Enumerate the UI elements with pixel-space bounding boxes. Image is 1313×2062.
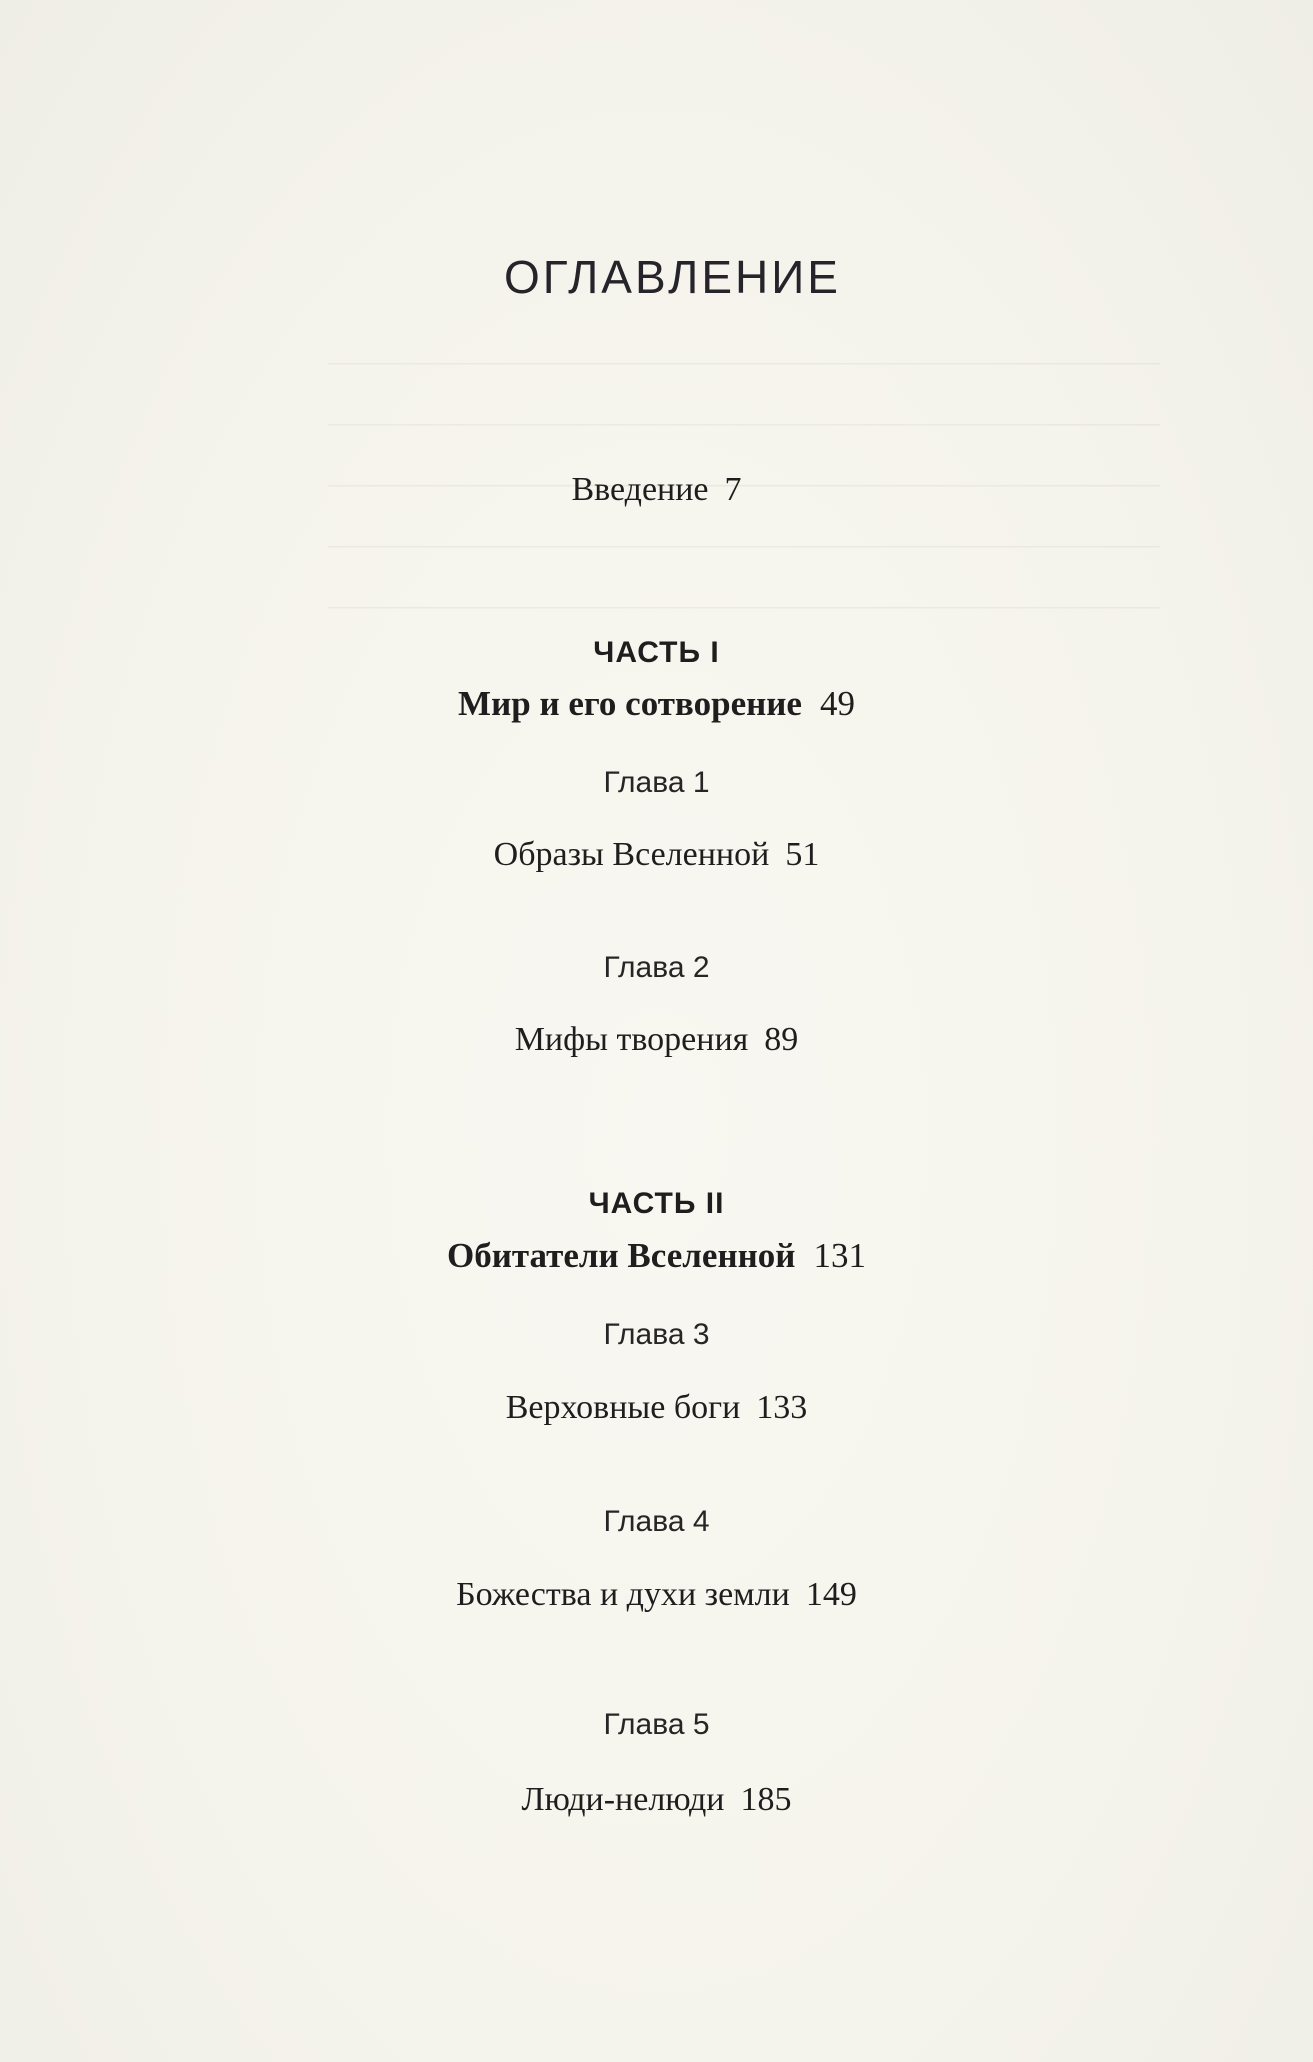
chapter-4-title: Божества и духи земли [456,1576,790,1613]
toc-entry-label: Введение [571,471,709,508]
toc-page-number: 149 [805,1576,857,1613]
part-1-label: ЧАСТЬ I [593,636,720,669]
toc-page-number: 49 [819,684,855,723]
toc-entry-part-2[interactable] [0,1235,1313,1277]
part-1-title: Мир и его сотворение [458,684,802,723]
toc-page-number: 185 [740,1781,792,1818]
chapter-2-label: Глава 2 [603,951,710,984]
chapter-1-title: Образы Вселенной [493,836,770,873]
chapter-5-label: Глава 5 [603,1708,710,1741]
chapter-5-title: Люди-нелюди [521,1781,725,1818]
toc-page-number: 133 [756,1389,808,1426]
part-2-label: ЧАСТЬ II [588,1187,725,1220]
chapter-2-title: Мифы творения [514,1021,749,1058]
toc-page-number: 7 [724,471,742,508]
toc-entry-chapter-2[interactable] [0,1020,1313,1060]
toc-entry-part-1[interactable] [0,683,1313,725]
chapter-1-label: Глава 1 [603,766,710,799]
chapter-3-title: Верховные боги [505,1389,741,1426]
toc-entry-chapter-5[interactable] [0,1780,1313,1820]
toc-entry-chapter-3[interactable] [0,1388,1313,1428]
toc-entry-chapter-1[interactable] [0,835,1313,875]
toc-entry-intro[interactable] [0,470,1313,510]
part-2-title: Обитатели Вселенной [447,1236,796,1275]
toc-page-number: 89 [764,1021,799,1058]
toc-entry-chapter-4[interactable] [0,1575,1313,1615]
toc-title: ОГЛАВЛЕНИЕ [504,251,841,303]
chapter-4-label: Глава 4 [603,1505,710,1538]
chapter-3-label: Глава 3 [603,1318,710,1351]
toc-page-number: 131 [813,1236,866,1275]
toc-page-number: 51 [785,836,820,873]
